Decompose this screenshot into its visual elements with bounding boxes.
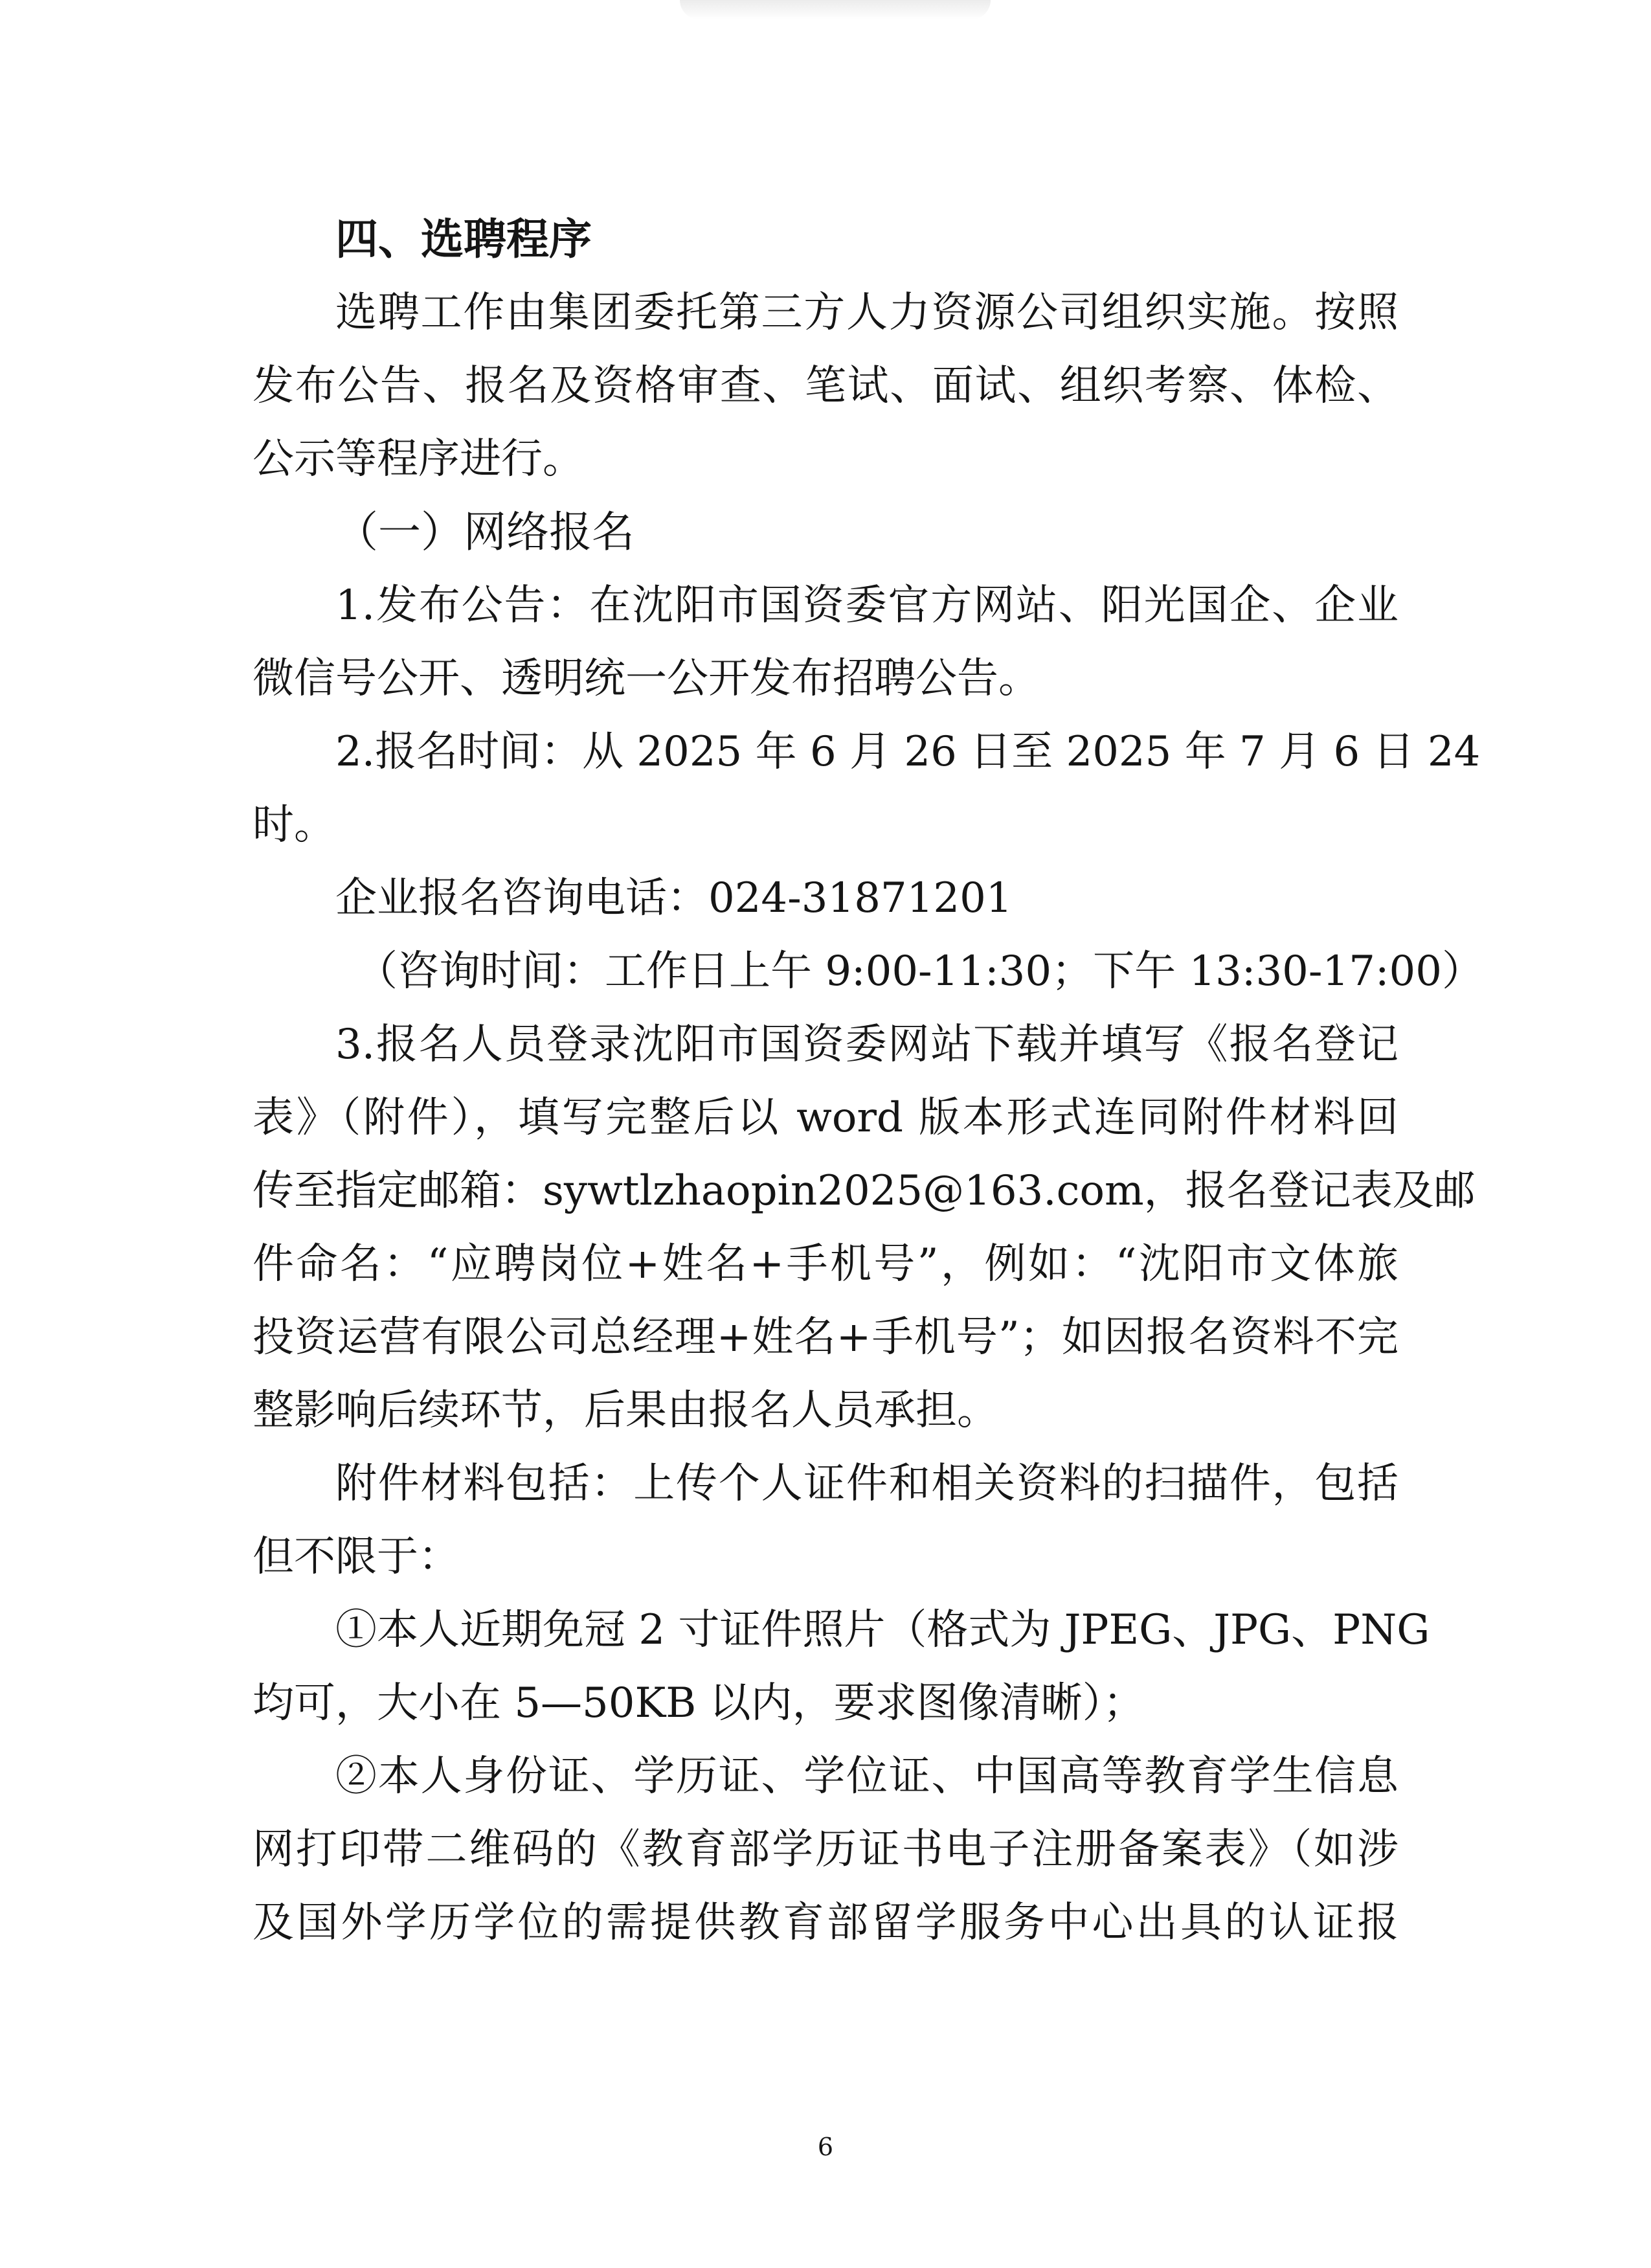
- paragraph-line: 传至指定邮箱：sywtlzhaopin2025@163.com，报名登记表及邮: [253, 1167, 1476, 1215]
- consult-hours-line: （咨询时间：工作日上午 9:00-11:30；下午 13:30-17:00）: [356, 947, 1483, 995]
- contact-phone-line: 企业报名咨询电话：024-31871201: [335, 874, 1013, 922]
- paragraph-line: 公示等程序进行。: [253, 435, 584, 483]
- paragraph-line: 但不限于：: [253, 1533, 460, 1581]
- paragraph-line: 投资运营有限公司总经理+姓名+手机号”；如因报名资料不完: [253, 1313, 1398, 1361]
- list-item-line: 均可，大小在 5—50KB 以内，要求图像清晰）；: [253, 1679, 1145, 1727]
- paragraph-line: 时。: [253, 801, 335, 849]
- page-number: 6: [817, 2133, 834, 2161]
- list-item-line: ②本人身份证、学历证、学位证、中国高等教育学生信息: [335, 1752, 1398, 1800]
- subsection-heading: （一）网络报名: [335, 507, 635, 557]
- paragraph-line: 微信号公开、透明统一公开发布招聘公告。: [253, 655, 1040, 703]
- paragraph-line: 整影响后续环节，后果由报名人员承担。: [253, 1387, 998, 1435]
- section-heading: 四、选聘程序: [335, 214, 592, 264]
- paragraph-line: 发布公告、报名及资格审查、笔试、面试、组织考察、体检、: [253, 362, 1398, 410]
- list-item-line: 网打印带二维码的《教育部学历证书电子注册备案表》（如涉: [253, 1826, 1398, 1874]
- list-item-line: 及国外学历学位的需提供教育部留学服务中心出具的认证报: [253, 1899, 1398, 1947]
- paragraph-line: 件命名：“应聘岗位+姓名+手机号”，例如：“沈阳市文体旅: [253, 1240, 1398, 1288]
- paragraph-line: 2.报名时间：从 2025 年 6 月 26 日至 2025 年 7 月 6 日 24: [335, 728, 1481, 776]
- paragraph-line: 1.发布公告：在沈阳市国资委官方网站、阳光国企、企业: [335, 582, 1398, 629]
- scan-smudge: [680, 0, 991, 19]
- paragraph-line: 3.报名人员登录沈阳市国资委网站下载并填写《报名登记: [335, 1021, 1398, 1069]
- paragraph-line: 附件材料包括：上传个人证件和相关资料的扫描件，包括: [335, 1460, 1398, 1508]
- paragraph-line: 表》（附件），填写完整后以 word 版本形式连同附件材料回: [253, 1094, 1398, 1142]
- paragraph-line: 选聘工作由集团委托第三方人力资源公司组织实施。按照: [335, 289, 1398, 337]
- list-item-line: ①本人近期免冠 2 寸证件照片（格式为 JPEG、JPG、PNG: [335, 1606, 1430, 1654]
